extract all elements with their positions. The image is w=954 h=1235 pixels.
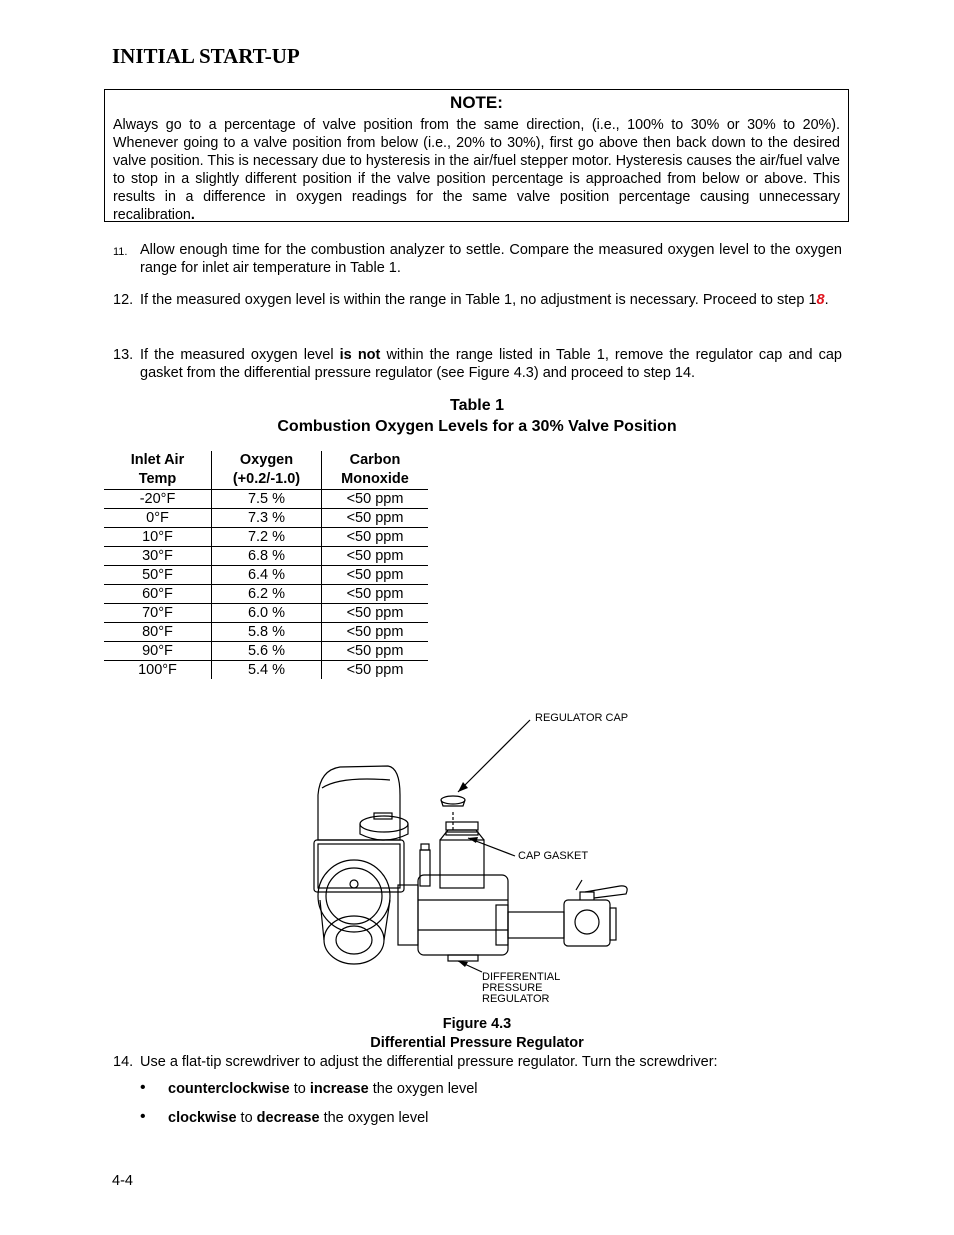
step-ref-red: 8 bbox=[816, 292, 825, 308]
table-row: 60°F 6.2 % <50 ppm bbox=[104, 585, 428, 604]
table-row: 70°F 6.0 % <50 ppm bbox=[104, 604, 428, 623]
label-cap-gasket: CAP GASKET bbox=[518, 850, 589, 862]
header-inlet-air-temp: Inlet Air Temp bbox=[104, 451, 212, 490]
label-regulator-cap: REGULATOR CAP bbox=[535, 712, 629, 724]
label-differential: DIFFERENTIAL bbox=[482, 971, 561, 983]
figure-number: Figure 4.3 bbox=[442, 1016, 512, 1032]
table-row: -20°F 7.5 % <50 ppm bbox=[104, 490, 428, 509]
bullet-bold-1: clockwise bbox=[168, 1110, 237, 1126]
oxygen-levels-table bbox=[104, 451, 428, 679]
step-number: 13. bbox=[113, 347, 134, 363]
table-row: 80°F 5.8 % <50 ppm bbox=[104, 623, 428, 642]
step-14 bbox=[113, 1053, 843, 1073]
step-text-a: If the measured oxygen level is within the range in Table 1, no adjustment is necessary. Proceed to step 1 bbox=[140, 292, 817, 308]
step-text-bold: is not bbox=[339, 347, 381, 363]
step-12 bbox=[113, 291, 843, 331]
bullet-bold-1: counterclockwise bbox=[168, 1081, 290, 1097]
header-carbon-monoxide: Carbon Monoxide bbox=[322, 451, 429, 490]
table-row: 10°F 7.2 % <50 ppm bbox=[104, 528, 428, 547]
table-row: 90°F 5.6 % <50 ppm bbox=[104, 642, 428, 661]
bullet-item bbox=[140, 1110, 740, 1130]
bullet-icon: • bbox=[140, 1108, 146, 1125]
table-row: 30°F 6.8 % <50 ppm bbox=[104, 547, 428, 566]
bullet-bold-2: decrease bbox=[256, 1110, 320, 1126]
step-text bbox=[140, 346, 842, 382]
note-text bbox=[113, 116, 840, 224]
step-number: 12. bbox=[113, 292, 134, 308]
step-13 bbox=[113, 346, 843, 386]
step-text-b: . bbox=[824, 292, 829, 308]
step-text: Allow enough time for the combustion analyzer to settle. Compare the measured oxygen level to the oxygen range for inlet air temperature in Table 1. bbox=[140, 242, 842, 276]
table-title: Combustion Oxygen Levels for a 30% Valve Position bbox=[277, 418, 677, 435]
note-title: NOTE: bbox=[450, 93, 503, 112]
table-row: 0°F 7.3 % <50 ppm bbox=[104, 509, 428, 528]
step-number: 14. bbox=[113, 1054, 134, 1070]
bullet-end: the oxygen level bbox=[368, 1081, 478, 1097]
bullet-bold-2: increase bbox=[309, 1081, 369, 1097]
page-heading: INITIAL START-UP bbox=[112, 44, 300, 68]
bullet-end: the oxygen level bbox=[319, 1110, 429, 1126]
table-row: 100°F 5.4 % <50 ppm bbox=[104, 661, 428, 680]
note-end: . bbox=[190, 207, 195, 223]
table-row: 50°F 6.4 % <50 ppm bbox=[104, 566, 428, 585]
table-number: Table 1 bbox=[450, 397, 504, 414]
bullet-mid: to bbox=[236, 1110, 257, 1126]
label-regulator: REGULATOR bbox=[482, 993, 550, 1005]
table-header-row bbox=[104, 451, 428, 490]
step-text bbox=[140, 291, 842, 309]
step-text: Use a flat-tip screwdriver to adjust the differential pressure regulator. Turn the screwdriver: bbox=[140, 1054, 718, 1070]
note-box bbox=[104, 89, 849, 222]
step-text-b: within the range listed in Table 1, remove the regulator cap and cap gasket from the differential pressure regulator (see Figure 4.3) and proceed to step 14. bbox=[140, 347, 842, 381]
bullet-item bbox=[140, 1081, 740, 1101]
header-oxygen: Oxygen (+0.2/-1.0) bbox=[212, 451, 322, 490]
bullet-mid: to bbox=[289, 1081, 310, 1097]
step-number: 11. bbox=[113, 246, 128, 258]
label-pressure: PRESSURE bbox=[482, 982, 543, 994]
note-body: Always go to a percentage of valve position from the same direction, (i.e., 100% to 30% or 30% to 20%). Whenever going to a valve position from below (i.e., 20% to 30%), first go above then back down to the desired valve position. This is necessary due to hysteresis in the air/fuel stepper motor. Hysteresis causes the air/fuel valve to stop in a slightly different position if the valve position percentage is approached from below or above. This results in a difference in oxygen readings for the same valve position percentage causing unnecessary recalibration bbox=[113, 117, 840, 223]
page-number: 4-4 bbox=[112, 1173, 133, 1189]
step-11 bbox=[113, 241, 843, 281]
bullet-icon: • bbox=[140, 1079, 146, 1096]
figure-caption: Differential Pressure Regulator bbox=[370, 1035, 584, 1051]
step-text-a: If the measured oxygen level bbox=[140, 347, 340, 363]
differential-pressure-regulator-figure bbox=[300, 700, 660, 1010]
